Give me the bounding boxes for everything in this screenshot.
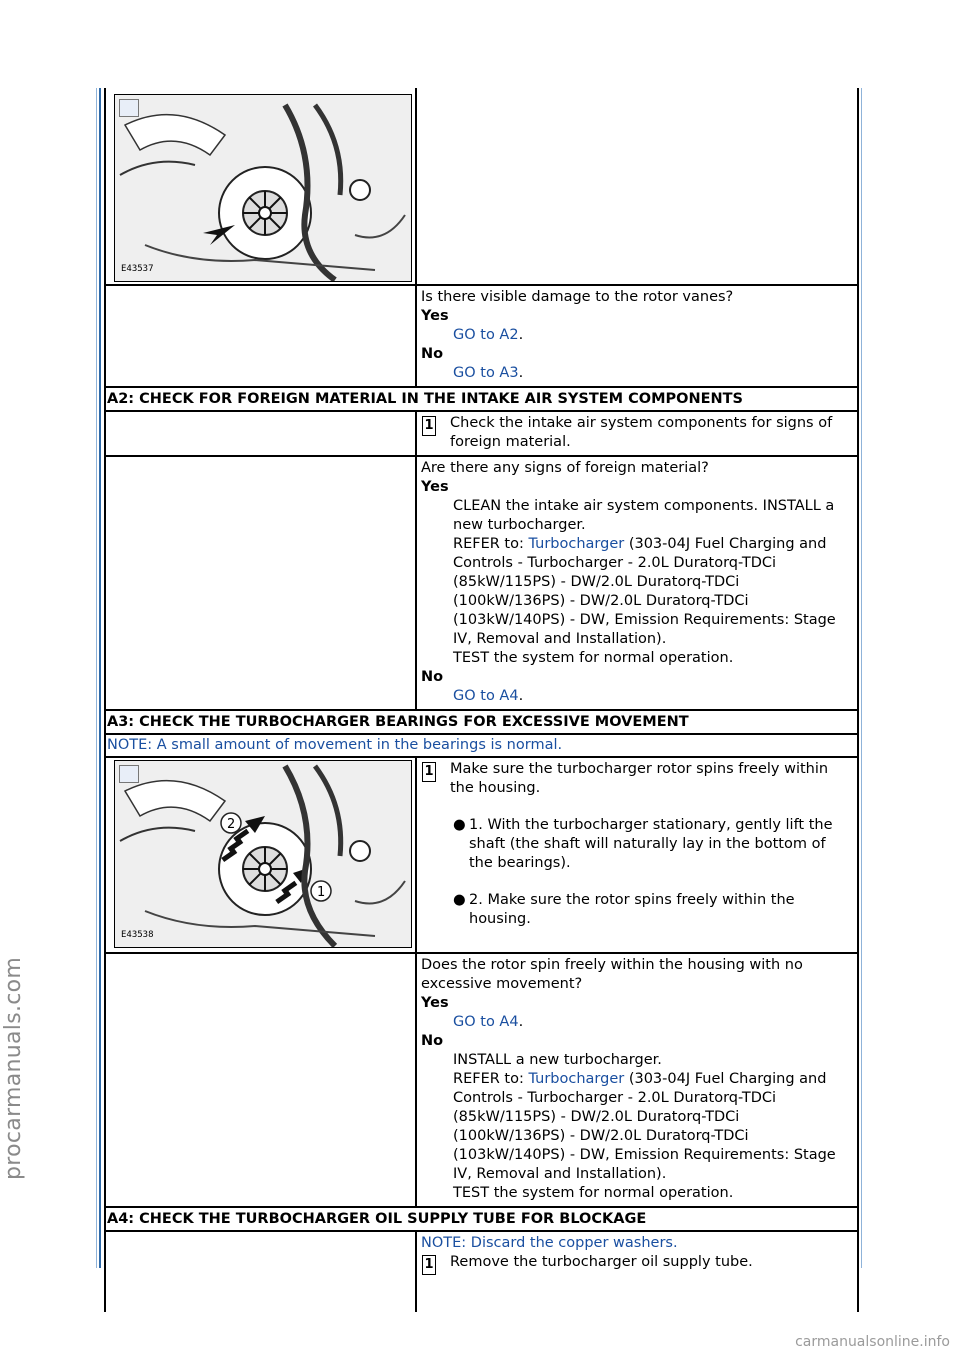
step-row-a2	[106, 412, 857, 457]
turbocharger-illustration-2	[115, 761, 411, 947]
question-a1: Is there visible damage to the rotor vanes?	[421, 289, 734, 305]
note-a3: NOTE: A small amount of movement in the bearings is normal.	[107, 737, 563, 753]
callout-1: 1	[317, 885, 326, 900]
heading-a2: A2: CHECK FOR FOREIGN MATERIAL IN THE INTAKE AIR SYSTEM COMPONENTS	[107, 391, 743, 407]
bottom-watermark: carmanualsonline.info	[795, 1334, 950, 1350]
heading-a4: A4: CHECK THE TURBOCHARGER OIL SUPPLY TUBE FOR BLOCKAGE	[107, 1211, 647, 1227]
step-text-a4: Remove the turbocharger oil supply tube.	[450, 1254, 753, 1270]
go-to-a4-link-a3[interactable]: GO to A4	[453, 1014, 519, 1030]
heading-row-a2	[106, 388, 857, 412]
figure-row-a1	[106, 88, 857, 286]
step-number-a4: 1	[422, 1255, 436, 1275]
no-label-a3: No	[421, 1033, 444, 1049]
turbocharger-figure-2[interactable]	[114, 760, 412, 948]
turbocharger-figure-1[interactable]	[114, 94, 412, 282]
no-label-a2: No	[421, 669, 444, 685]
question-a2: Are there any signs of foreign material?	[421, 460, 709, 476]
note-row-a3	[106, 735, 857, 758]
yes-label-a1: Yes	[421, 308, 449, 324]
test-text-a2: TEST the system for normal operation.	[453, 650, 734, 666]
step-row-a4	[106, 1232, 857, 1312]
yes-text-a2: CLEAN the intake air system components. INSTALL a new turbocharger.	[453, 498, 835, 533]
zoom-icon[interactable]	[119, 99, 139, 117]
note-a4: NOTE: Discard the copper washers.	[421, 1235, 678, 1251]
bullet-item-1: ● 1. With the turbocharger stationary, gently lift the shaft (the shaft will naturally lay in the bottom of the bearings).	[453, 817, 833, 871]
figure-cell-a3	[106, 758, 417, 952]
bullet-dot-icon: ●	[453, 892, 466, 908]
heading-row-a4	[106, 1208, 857, 1232]
figure-label-1: E43537	[121, 264, 154, 274]
step-row-a3	[106, 758, 857, 954]
figure-label-2: E43538	[121, 930, 154, 940]
step-number-a3: 1	[422, 762, 436, 782]
question-row-a3: Does the rotor spin freely within the housing with no excessive movement? Yes GO to A4. No INSTALL a new turbocharger. REFER to: Turbocharger (303-04J Fuel Charging and Controls - Turbocharger - 2.0L Duratorq-TDCi (85kW/115PS) - DW/2.0L Duratorq-TDCi (100kW/136PS) - DW/2.0L Duratorq-TDCi (103kW/140PS) - DW, Emission Requirements: Stage IV, Removal and Installation). TEST the system for normal operation.	[106, 954, 857, 1208]
question-row-a2: Are there any signs of foreign material? Yes CLEAN the intake air system components. INSTALL a new turbocharger. REFER to: Turbocharger (303-04J Fuel Charging and Controls - Turbocharger - 2.0L Duratorq-TDCi (85kW/115PS) - DW/2.0L Duratorq-TDCi (100kW/136PS) - DW/2.0L Duratorq-TDCi (103kW/140PS) - DW, Emission Requirements: Stage IV, Removal and Installation). TEST the system for normal operation. No GO to A4.	[106, 457, 857, 711]
step-number-a2: 1	[422, 416, 436, 436]
step-text-a2: Check the intake air system components for signs of foreign material.	[450, 415, 833, 450]
figure-cell-a1	[106, 88, 417, 284]
procedure-document	[104, 88, 859, 1312]
frame-line-left-thin	[96, 88, 97, 1268]
frame-line-right-thin	[861, 88, 862, 1268]
no-text-a3: INSTALL a new turbocharger.	[453, 1052, 662, 1068]
question-row-a1: Is there visible damage to the rotor vanes? Yes GO to A2. No GO to A3.	[106, 286, 857, 388]
step-text-a3: Make sure the turbocharger rotor spins freely within the housing.	[450, 761, 829, 796]
heading-row-a3	[106, 711, 857, 735]
yes-label-a3: Yes	[421, 995, 449, 1011]
turbocharger-link-a2[interactable]: Turbocharger	[528, 536, 625, 552]
bullet-item-2: ● 2. Make sure the rotor spins freely within the housing.	[453, 892, 795, 927]
callout-2: 2	[227, 817, 236, 832]
go-to-a3-link[interactable]: GO to A3	[453, 365, 519, 381]
no-label-a1: No	[421, 346, 444, 362]
test-text-a3: TEST the system for normal operation.	[453, 1185, 734, 1201]
frame-line-left	[99, 88, 101, 1268]
bullet-dot-icon: ●	[453, 817, 466, 833]
turbocharger-illustration-1	[115, 95, 411, 281]
zoom-icon[interactable]	[119, 765, 139, 783]
yes-label-a2: Yes	[421, 479, 449, 495]
figure-row-a1-text	[417, 88, 857, 284]
question-a3: Does the rotor spin freely within the housing with no excessive movement?	[421, 957, 803, 992]
turbocharger-link-a3[interactable]: Turbocharger	[528, 1071, 625, 1087]
go-to-a4-link-a2[interactable]: GO to A4	[453, 688, 519, 704]
go-to-a2-link[interactable]: GO to A2	[453, 327, 519, 343]
heading-a3: A3: CHECK THE TURBOCHARGER BEARINGS FOR EXCESSIVE MOVEMENT	[107, 714, 689, 730]
